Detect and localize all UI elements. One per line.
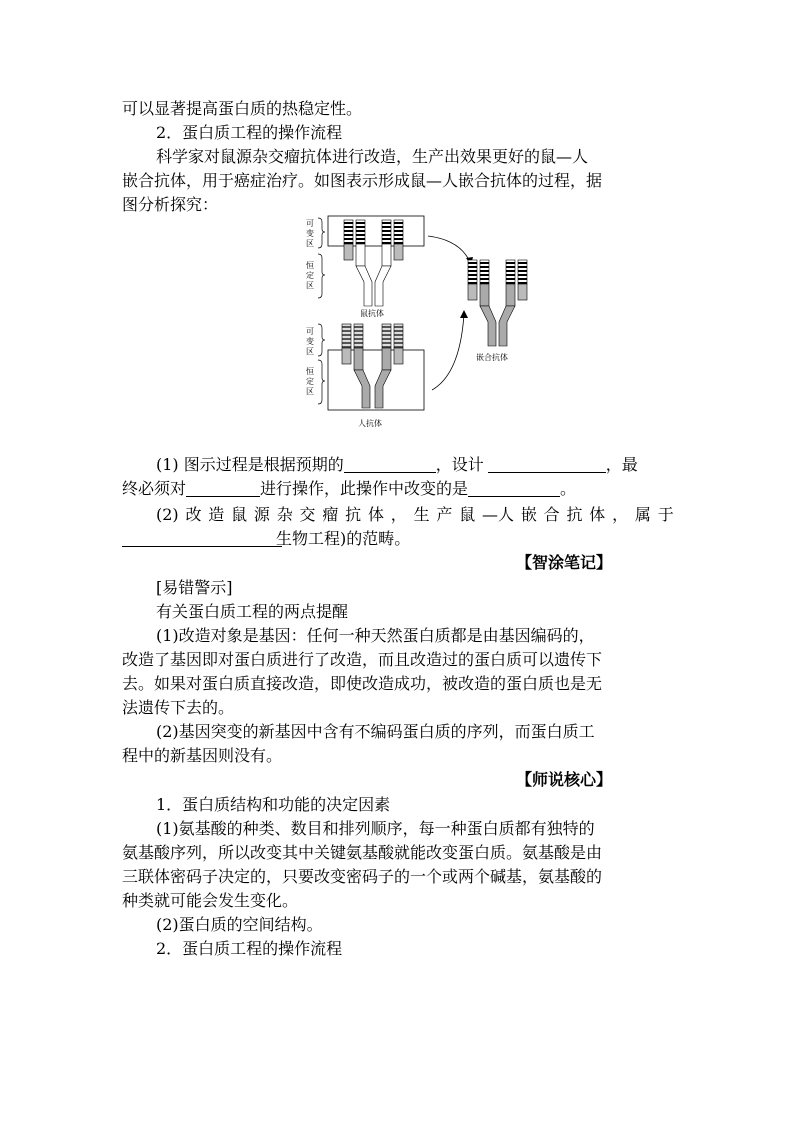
question-1-line-2: 终必须对 进行操作，此操作中改变的是 。	[122, 479, 577, 498]
core-heading: 【师说核心】	[515, 770, 612, 789]
text-line: (2)基因突变的新基因中含有不编码蛋白质的序列，而蛋白质工	[156, 722, 595, 741]
svg-text:恒: 恒	[306, 367, 314, 376]
label-constant-bottom	[306, 366, 314, 396]
label-constant-top	[306, 260, 314, 290]
svg-text:区: 区	[306, 281, 314, 290]
answer-blank[interactable]	[468, 478, 560, 497]
human-antibody-label: 人抗体	[358, 419, 382, 428]
answer-blank[interactable]	[344, 454, 436, 473]
text-line: 嵌合抗体，用于癌症治疗。如图表示形成鼠—人嵌合抗体的过程，据	[122, 171, 603, 190]
section-heading: 2．蛋白质工程的操作流程	[156, 939, 343, 958]
text-line: 可以显著提高蛋白质的热稳定性。	[122, 99, 363, 118]
text-line: 去。如果对蛋白质直接改造，即使改造成功，被改造的蛋白质也是无	[122, 674, 603, 693]
question-2-line-1: (2) 改 造 鼠 源 杂 交 瘤 抗 体 ， 生 产 鼠 —人 嵌 合 抗 体 ， 属 于	[156, 505, 674, 524]
text-line: 法遗传下去的。	[122, 698, 235, 717]
warning-label: [易错警示]	[156, 578, 233, 597]
answer-blank[interactable]	[122, 528, 282, 547]
label-variable-bottom	[306, 327, 314, 356]
svg-text:可: 可	[306, 327, 314, 336]
arrow-bottom	[432, 314, 464, 390]
question-1-line-1: (1) 图示过程是根据预期的 ，设计 ，最	[156, 455, 638, 474]
mouse-variable-box	[328, 216, 424, 246]
mouse-antibody	[344, 220, 403, 306]
text-line: 科学家对鼠源杂交瘤抗体进行改造，生产出效果更好的鼠—人	[156, 147, 589, 166]
chimeric-antibody	[468, 260, 527, 346]
answer-blank[interactable]	[186, 478, 260, 497]
mouse-antibody-label: 鼠抗体	[360, 309, 384, 318]
svg-text:区: 区	[306, 387, 314, 396]
svg-text:恒: 恒	[306, 261, 314, 270]
text-line: (1)改造对象是基因：任何一种天然蛋白质都是由基因编码的，	[156, 626, 595, 645]
notes-title: 有关蛋白质工程的两点提醒	[156, 602, 349, 621]
svg-text:定: 定	[306, 377, 314, 386]
svg-text:变: 变	[306, 229, 314, 238]
svg-text:区: 区	[306, 239, 314, 248]
text-line: 氨基酸序列，所以改变其中关键氨基酸就能改变蛋白质。氨基酸是由	[122, 843, 603, 862]
notes-heading: 【智涂笔记】	[515, 553, 612, 572]
human-antibody	[342, 324, 403, 408]
label-variable-top	[306, 219, 314, 248]
svg-text:区: 区	[306, 347, 314, 356]
text-line: 改造了基因即对蛋白质进行了改造，而且改造过的蛋白质可以遗传下	[122, 650, 603, 669]
section-heading: 1．蛋白质结构和功能的决定因素	[156, 795, 391, 814]
text-line: 图分析探究：	[122, 195, 219, 214]
svg-text:可: 可	[306, 219, 314, 228]
answer-blank[interactable]	[488, 454, 606, 473]
arrow-top	[428, 236, 470, 262]
text-line: 三联体密码子决定的，只要改变密码子的一个或两个碱基，氨基酸的	[122, 867, 603, 886]
chimeric-antibody-label: 嵌合抗体	[476, 353, 508, 362]
antibody-figure	[300, 214, 540, 434]
svg-text:变: 变	[306, 337, 314, 346]
svg-text:定: 定	[306, 271, 314, 280]
text-line: (1)氨基酸的种类、数目和排列顺序，每一种蛋白质都有独特的	[156, 819, 595, 838]
text-line: 程中的新基因则没有。	[122, 746, 283, 765]
text-line: (2)蛋白质的空间结构。	[156, 915, 323, 934]
section-heading: 2．蛋白质工程的操作流程	[156, 123, 343, 142]
question-2-line-2: 生物工程)的范畴。	[122, 527, 674, 551]
text-line: 种类就可能会发生变化。	[122, 891, 299, 910]
